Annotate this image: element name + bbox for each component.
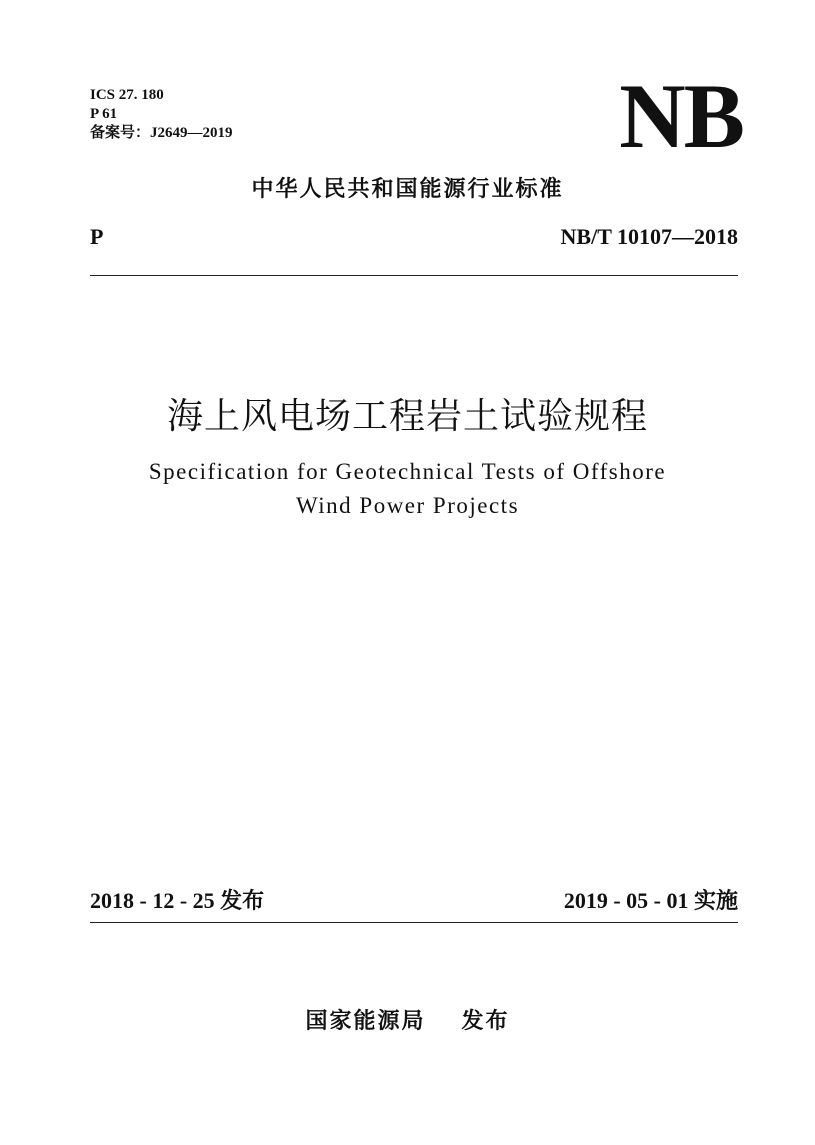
classification-letter: P: [90, 224, 104, 249]
ics-number: ICS 27. 180: [90, 87, 164, 103]
publisher-name: 国家能源局: [305, 1009, 426, 1034]
title-chinese: 海上风电场工程岩土试验规程: [166, 396, 648, 436]
bottom-divider: [90, 922, 738, 923]
title-english-line2: Wind Power Projects: [295, 493, 520, 518]
agency-title: 中华人民共和国能源行业标准: [251, 177, 564, 202]
ccs-number: P 61: [90, 106, 118, 122]
issue-date: 2018 - 12 - 25 发布: [90, 888, 265, 913]
effective-date: 2019 - 05 - 01 实施: [563, 888, 738, 913]
publisher: [0, 1004, 815, 1035]
top-divider: [90, 275, 738, 276]
nb-logo: NB: [619, 65, 743, 167]
filing-number: 备案号：J2649—2019: [90, 125, 233, 141]
standard-code: NB/T 10107—2018: [560, 224, 738, 249]
title-english: [0, 455, 815, 523]
title-english-line1: Specification for Geotechnical Tests of Offshore: [148, 459, 667, 484]
standard-meta: [90, 86, 233, 143]
publisher-action: 发布: [461, 1009, 510, 1034]
